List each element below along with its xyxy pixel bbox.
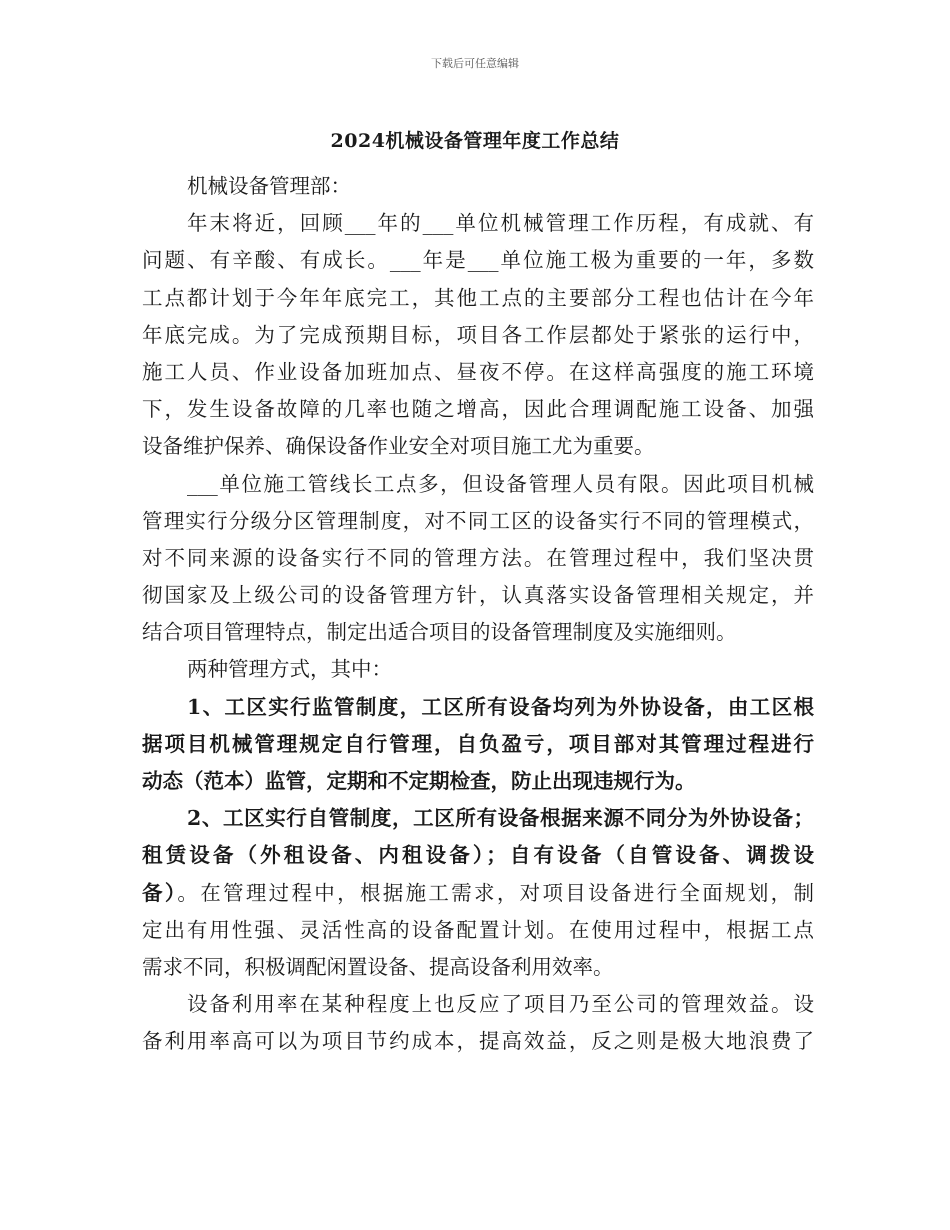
body-line: 下，发生设备故障的几率也随之增高，因此合理调配施工设备、加强	[142, 397, 814, 422]
body-line: 对不同来源的设备实行不同的管理方法。在管理过程中，我们坚决贯	[142, 545, 814, 570]
body-line: 施工人员、作业设备加班加点、昼夜不停。在这样高强度的施工环境	[142, 359, 814, 384]
list-item-2-bold-fragment: 备）	[142, 880, 178, 905]
salutation-line: 机械设备管理部：	[187, 174, 351, 198]
list-item-1-line: 1、工区实行监管制度，工区所有设备均列为外协设备，由工区根	[187, 694, 814, 719]
document-body	[142, 168, 814, 1061]
body-line: 备利用率高可以为项目节约成本，提高效益，反之则是极大地浪费了	[142, 1029, 814, 1054]
list-item-2-line: 2、工区实行自管制度，工区所有设备根据来源不同分为外协设备；	[187, 806, 814, 831]
list-item-1-line: 据项目机械管理规定自行管理，自负盈亏，项目部对其管理过程进行	[142, 731, 814, 756]
list-item-2-plain-fragment: 。在管理过程中，根据施工需求，对项目设备进行全面规划，制	[177, 880, 815, 905]
body-line: 彻国家及上级公司的设备管理方针，认真落实设备管理相关规定，并	[142, 583, 814, 608]
body-line: ___单位施工管线长工点多，但设备管理人员有限。因此项目机械	[187, 471, 814, 496]
body-line: 需求不同，积极调配闲置设备、提高设备利用效率。	[142, 954, 614, 979]
list-item-2-line: 租赁设备（外租设备、内租设备）；自有设备（自管设备、调拨设	[142, 843, 814, 868]
body-line: 两种管理方式，其中：	[187, 657, 392, 682]
document-title: 2024机械设备管理年度工作总结	[330, 130, 620, 152]
body-line: 工点都计划于今年年底完工，其他工点的主要部分工程也估计在今年	[142, 285, 814, 310]
page-header-note: 下载后可任意编辑	[431, 57, 519, 70]
body-line: 年底完成。为了完成预期目标，项目各工作层都处于紧张的运行中，	[142, 322, 814, 347]
list-item-2-line	[142, 875, 814, 912]
body-line: 设备维护保养、确保设备作业安全对项目施工尤为重要。	[142, 434, 655, 459]
list-item-1-line: 动态（范本）监管，定期和不定期检查，防止出现违规行为。	[142, 769, 696, 793]
body-line: 问题、有辛酸、有成长。___年是___单位施工极为重要的一年，多数	[142, 248, 814, 273]
body-line: 结合项目管理特点，制定出适合项目的设备管理制度及实施细则。	[142, 620, 737, 645]
body-line: 设备利用率在某种程度上也反应了项目乃至公司的管理效益。设	[187, 992, 814, 1017]
body-line: 定出有用性强、灵活性高的设备配置计划。在使用过程中，根据工点	[142, 917, 814, 942]
body-line: 年末将近，回顾___年的___单位机械管理工作历程，有成就、有	[187, 211, 814, 236]
body-line: 管理实行分级分区管理制度，对不同工区的设备实行不同的管理模式，	[142, 508, 814, 533]
